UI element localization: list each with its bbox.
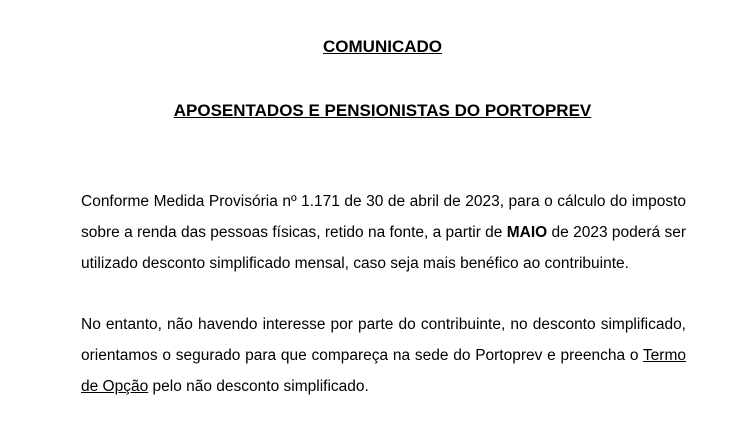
month-highlight: MAIO: [506, 224, 548, 241]
paragraph-2-text-start: No entanto, não havendo interesse por parte do contribuinte, no desconto simplificado, orientamos o segurado para que compareça na sede do Portoprev e preencha o: [81, 316, 686, 364]
paragraph-1-text-start: Conforme Medida Provisória nº 1.171 de 30 de abril de 2023, para o cálculo do imposto sobre a renda das pessoas físicas, retido na fonte, a partir de: [81, 193, 686, 241]
document-subtitle: APOSENTADOS E PENSIONISTAS DO PORTOPREV: [173, 101, 592, 120]
paragraph-2: [81, 309, 686, 402]
paragraph-1-text-end: de 2023 poderá ser utilizado desconto simplificado mensal, caso seja mais benéfico ao contribuinte.: [81, 224, 686, 272]
paragraph-1: [81, 186, 686, 279]
document-title: COMUNICADO: [323, 37, 442, 56]
paragraph-2-text-end: pelo não desconto simplificado.: [148, 378, 369, 395]
termo-de-opcao-link[interactable]: Termo de Opção: [81, 347, 686, 395]
